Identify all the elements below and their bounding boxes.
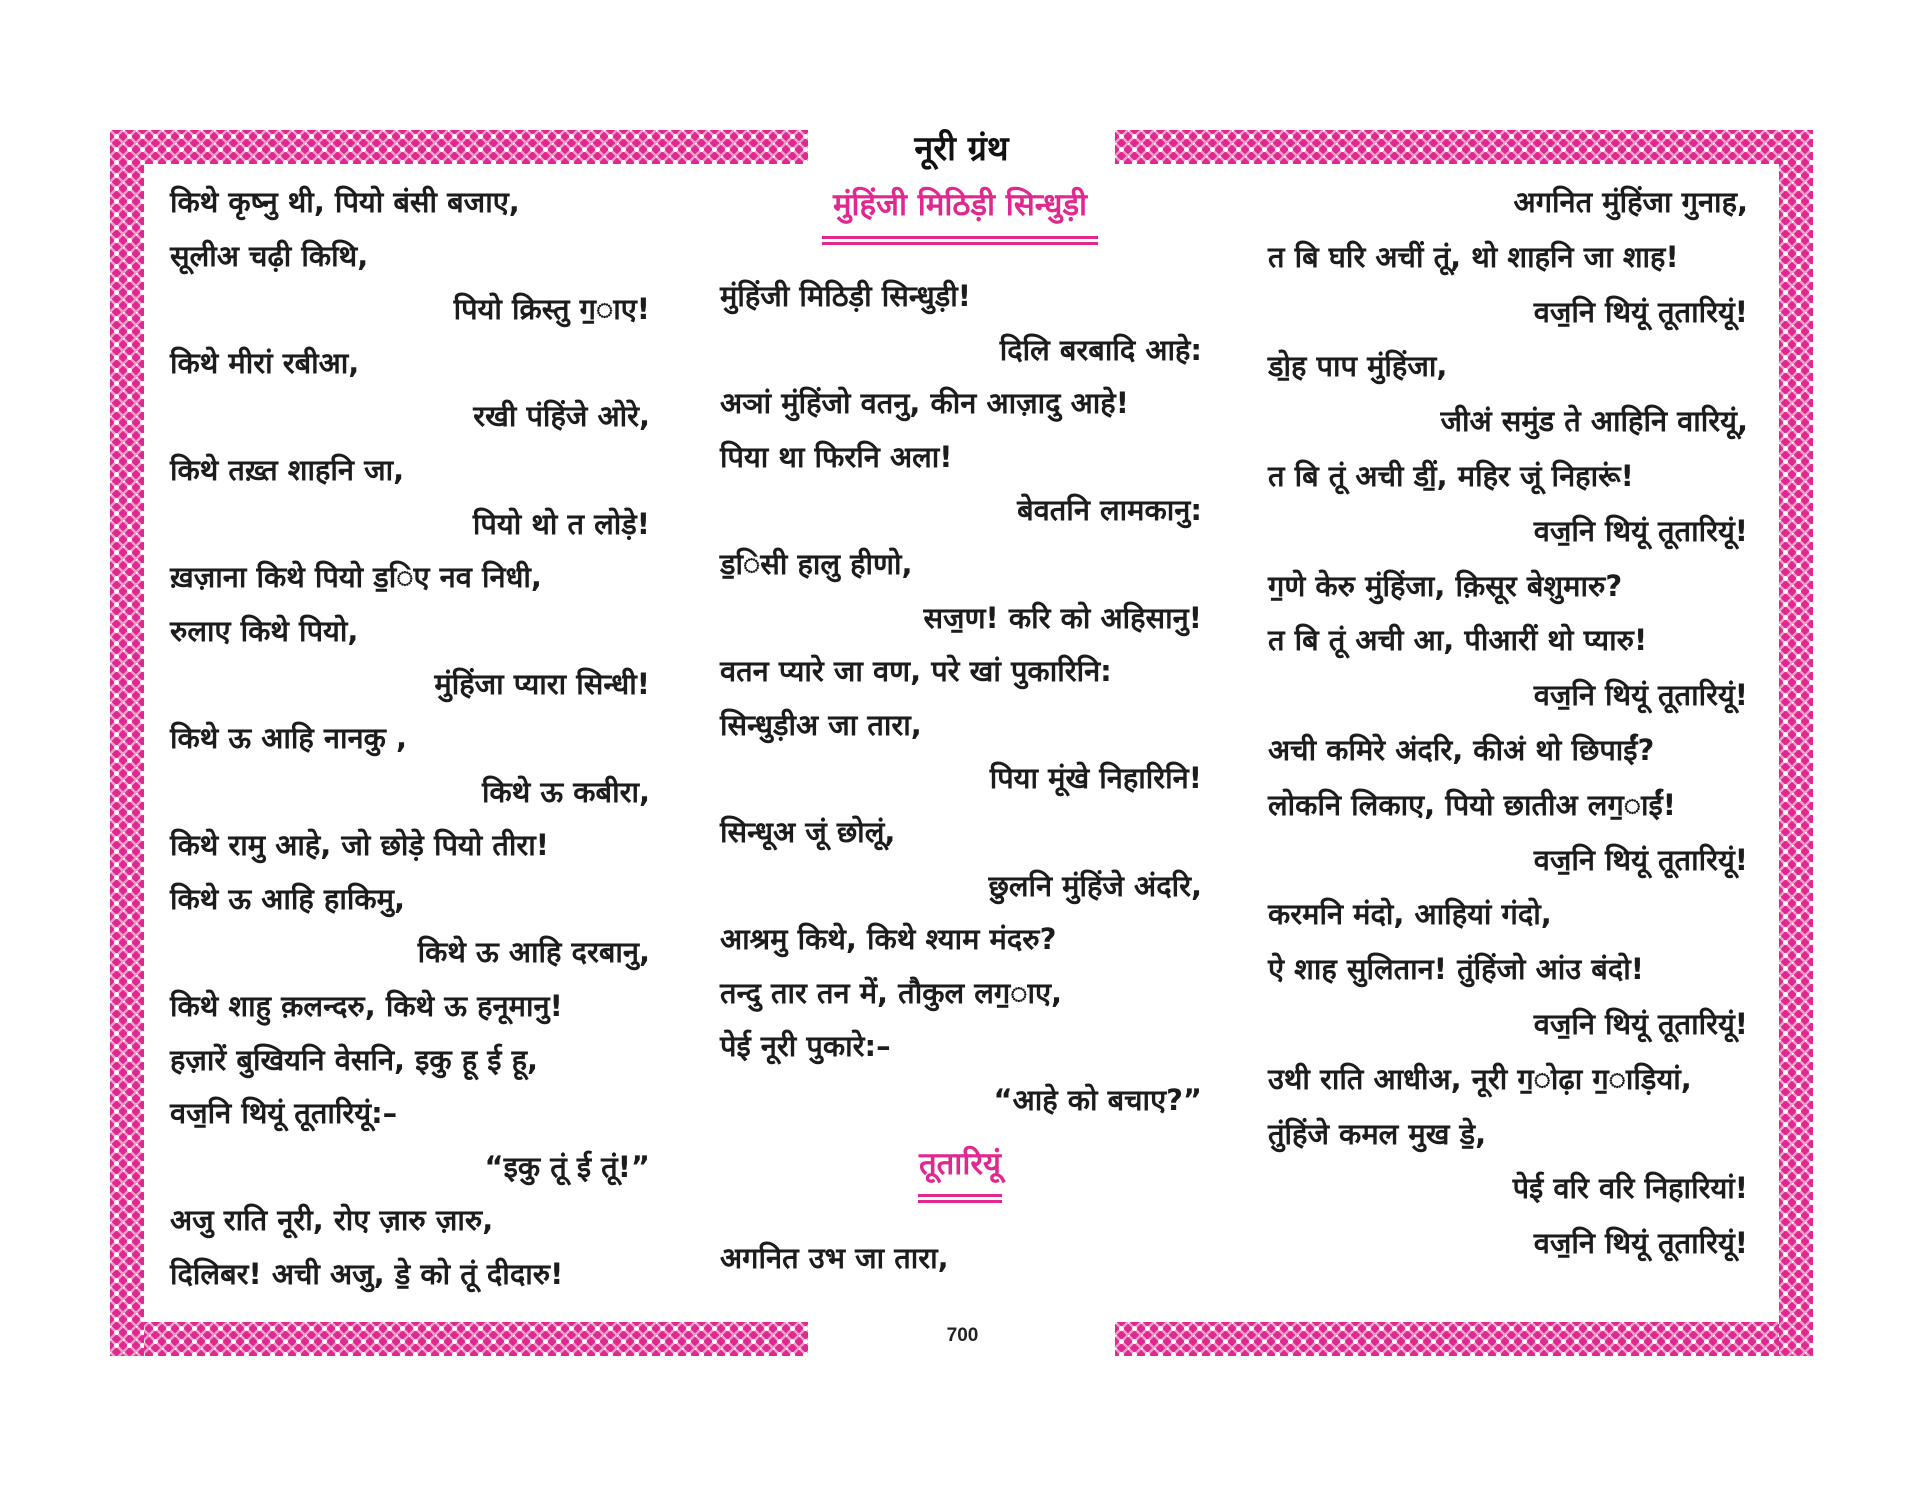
verse-line: रुलाए किथे पियो, (170, 613, 359, 648)
verse-line: किथे ऊ आहि दरबानु, (417, 935, 650, 970)
decorative-border-bottom-right (1115, 1322, 1813, 1356)
verse-line: किथे कृष्नु थी, पियो बंसी बजाए, (170, 185, 520, 219)
verse-line: दिलिबर! अची अजु, डे॒ को तूं दीदारु! (170, 1257, 564, 1291)
verse-line: त बि तूं अची डीं॒, महिर जूं निहारूं! (1268, 459, 1634, 493)
verse-line: हज़ारें बुखियनि वेसनि, इकु हू ई हू, (170, 1042, 538, 1077)
verse-line: जीअं समुंड ते आहिनि वारियूं, (1440, 404, 1748, 439)
verse-line: किथे ऊ आहि नानकु , (170, 721, 408, 755)
verse-line: ख़ज़ाना किथे पियो ड॒िए नव निधी, (170, 560, 542, 595)
poem-title: मुंहिंजी मिठिड़ी सिन्धुड़ी (832, 187, 1088, 223)
verse-line: उथी राति आधीअ, नूरी ग॒ोढ़ा ग॒ाड़ियां, (1268, 1061, 1692, 1096)
verse-line: वज॒नि थियूं तूतारियूं! (1533, 513, 1748, 548)
verse-line: “इकु तूं ई तूं!” (484, 1149, 650, 1184)
verse-line: लोकनि लिकाए, पियो छातीअ लग॒ाईं! (1268, 787, 1676, 822)
verse-line: डो॒ह पाप मुंहिंजा, (1268, 349, 1448, 384)
verse-line: बेवतनि लामकानु: (1017, 493, 1202, 528)
verse-line: अञां मुंहिंजो वतनु, कीन आज़ादु आहे! (720, 386, 1129, 421)
left-column (170, 182, 650, 1302)
verse-line: सूलीअ चढ़ी किथि, (170, 238, 369, 273)
verse-line: आश्रमु किथे, किथे श्याम मंदरु? (720, 922, 1057, 957)
verse-line: तुंहिंजे कमल मुख डे॒, (1268, 1116, 1487, 1151)
verse-line: करमनि मंदो, आहियां गंदो, (1268, 897, 1552, 932)
verse-line: रखी पंहिंजे ओरे, (473, 399, 650, 434)
verse-line: मुंहिंजा प्यारा सिन्धी! (434, 667, 650, 702)
verse-line: किथे ऊ आहि हाकिमु, (170, 881, 405, 916)
verse-line: त बि घरि अचीं तूं, थो शाहनि जा शाह! (1268, 239, 1679, 274)
right-column (1268, 182, 1748, 1302)
verse-line: अगनित मुंहिंजा गुनाह, (1513, 185, 1748, 219)
verse-line: वज॒नि थियूं तूतारियूं:– (170, 1096, 398, 1131)
verse-line: वज॒नि थियूं तूतारियूं! (1533, 842, 1748, 877)
verse-line: पेई नूरी पुकारे:– (720, 1029, 891, 1064)
second-title-underline (918, 1194, 1002, 1203)
book-title: नूरी ग्रंथ (914, 129, 1009, 169)
second-poem-title: तूतारियूं (918, 1146, 1002, 1182)
decorative-border-right (1779, 130, 1813, 1356)
verse-line: ड॒िसी हालु हीणो, (720, 547, 913, 581)
verse-line: अची कमिरे अंदरि, कीअं थो छिपाईं? (1268, 733, 1655, 767)
page-number: 700 (946, 1325, 979, 1346)
verse-line: वज॒नि थियूं तूतारियूं! (1533, 294, 1748, 329)
verse-line: वज॒नि थियूं तूतारियूं! (1533, 678, 1748, 713)
verse-line: ऐ शाह सुलितान! तुंहिंजो आंउ बंदो! (1268, 952, 1644, 987)
verse-line: पियो क्रिस्तु ग॒ाए! (453, 292, 650, 327)
verse-line: ग॒णे केरु मुंहिंजा, क़िसूर बेशुमारु? (1268, 568, 1623, 603)
verse-line: वज॒नि थियूं तूतारियूं! (1533, 1007, 1748, 1041)
middle-column (720, 276, 1202, 1117)
decorative-border-bottom-left (110, 1322, 808, 1356)
verse-line: दिलि बरबादि आहे: (999, 332, 1202, 367)
verse-line: किथे तख़्त शाहनि जा, (170, 453, 405, 487)
middle-column-continued (720, 1238, 1202, 1282)
verse-line: सज॒ण! करि को अहिसानु! (923, 600, 1202, 635)
verse-line: सिन्धूअ जूं छोलूं, (720, 815, 896, 849)
verse-line: अजु राति नूरी, रोए ज़ारु ज़ारु, (170, 1203, 494, 1238)
verse-line: तन्दु तार तन में, तौकुल लग॒ाए, (720, 975, 1063, 1010)
verse-line: “आहे को बचाए?” (993, 1083, 1202, 1117)
verse-line: किथे मीरां रबीआ, (170, 345, 360, 380)
verse-line: पिया था फिरनि अला! (720, 439, 953, 474)
verse-line: किथे ऊ कबीरा, (481, 774, 650, 809)
decorative-border-top-left (110, 130, 808, 164)
decorative-border-left (110, 130, 144, 1356)
verse-line: किथे शाहु क़लन्दरु, किथे ऊ हनूमानु! (170, 989, 563, 1023)
verse-line: छुलनि मुंहिंजे अंदरि, (988, 868, 1202, 903)
verse-line: वतन प्यारे जा वण, परे खां पुकारिनि: (720, 654, 1112, 689)
verse-line: पियो थो त लोड़े! (472, 506, 650, 541)
verse-line: पेई वरि वरि निहारियां! (1512, 1171, 1748, 1206)
decorative-border-top-right (1115, 130, 1813, 164)
verse-line: वज॒नि थियूं तूतारियूं! (1533, 1226, 1748, 1261)
verse-line: सिन्धुड़ीअ जा तारा, (720, 707, 922, 742)
verse-line: किथे रामु आहे, जो छोड़े पियो तीरा! (170, 828, 549, 863)
title-underline (822, 236, 1098, 245)
verse-line: त बि तूं अची आ, पीआरीं थो प्यारु! (1268, 623, 1648, 658)
verse-line: अगनित उभ जा तारा, (720, 1241, 949, 1275)
verse-line: मुंहिंजी मिठिड़ी सिन्धुड़ी! (720, 279, 971, 313)
verse-line: पिया मूंखे निहारिनि! (989, 761, 1202, 796)
